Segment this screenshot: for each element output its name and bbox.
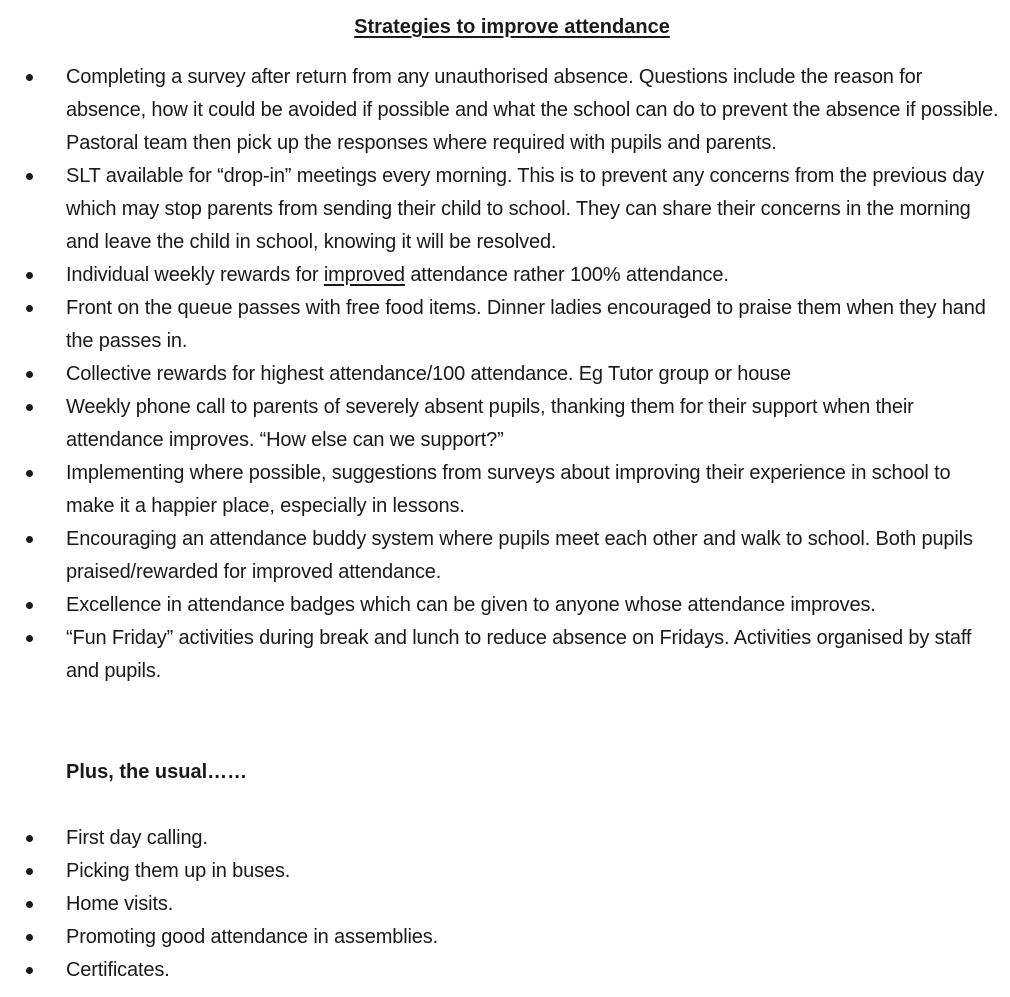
usual-strategies-list — [0, 822, 1010, 987]
list-item-text: Collective rewards for highest attendance/100 attendance. Eg Tutor group or house — [66, 363, 791, 385]
list-item — [0, 622, 1010, 688]
list-item — [0, 259, 1010, 292]
bullet-icon — [26, 622, 38, 642]
list-item — [0, 61, 1010, 160]
bullet-icon — [26, 855, 38, 875]
list-item-text: Home visits. — [66, 893, 174, 915]
bullet-icon — [26, 523, 38, 543]
list-item — [0, 523, 1010, 589]
document-title: Strategies to improve attendance — [354, 16, 670, 38]
list-item-text-start: Individual weekly rewards for — [66, 264, 324, 286]
list-item-text: Weekly phone call to parents of severely absent pupils, thanking them for their support when their attendance improves. “How else can we support?” — [66, 396, 914, 451]
bullet-icon — [26, 589, 38, 609]
bullet-icon — [26, 888, 38, 908]
list-item-text: Picking them up in buses. — [66, 860, 291, 882]
list-item — [0, 855, 1010, 888]
list-item — [0, 160, 1010, 259]
bullet-icon — [26, 954, 38, 974]
list-item — [0, 457, 1010, 523]
bullet-icon — [26, 391, 38, 411]
bullet-icon — [26, 921, 38, 941]
bullet-icon — [26, 822, 38, 842]
list-item-text-end: attendance rather 100% attendance. — [404, 264, 729, 286]
list-item-text: Promoting good attendance in assemblies. — [66, 926, 439, 948]
list-item — [0, 954, 1010, 987]
bullet-icon — [26, 457, 38, 477]
bullet-icon — [26, 292, 38, 312]
list-item — [0, 888, 1010, 921]
list-item-text: Excellence in attendance badges which can be given to anyone whose attendance improves. — [66, 594, 876, 616]
list-item-text: SLT available for “drop-in” meetings every morning. This is to prevent any concerns from the previous day which may stop parents from sending their child to school. They can share their concerns in the morning and leave the child in school, knowing it will be resolved. — [66, 165, 985, 253]
list-item — [0, 391, 1010, 457]
list-item-text: Front on the queue passes with free food items. Dinner ladies encouraged to praise them when they hand the passes in. — [66, 297, 986, 352]
bullet-icon — [26, 358, 38, 378]
bullet-icon — [26, 160, 38, 180]
list-item-text: Completing a survey after return from any unauthorised absence. Questions include the reason for absence, how it could be avoided if possible and what the school can do to prevent the absence if possible. Pastoral team then pick up the responses where required with pupils and parents. — [66, 66, 999, 154]
list-item-text: “Fun Friday” activities during break and lunch to reduce absence on Fridays. Activities organised by staff and pupils. — [66, 627, 972, 682]
bullet-icon — [26, 61, 38, 81]
bullet-icon — [26, 259, 38, 279]
list-item — [0, 358, 1010, 391]
list-item — [0, 822, 1010, 855]
list-item-text: Encouraging an attendance buddy system where pupils meet each other and walk to school. Both pupils praised/rewarded for improved attendance. — [66, 528, 973, 583]
list-item-text: First day calling. — [66, 827, 208, 849]
list-item-text: Certificates. — [66, 959, 170, 981]
list-item — [0, 589, 1010, 622]
list-item-text: Implementing where possible, suggestions from surveys about improving their experience in school to make it a happier place, especially in lessons. — [66, 462, 951, 517]
list-item — [0, 921, 1010, 954]
plus-heading: Plus, the usual…… — [66, 761, 248, 783]
list-item — [0, 292, 1010, 358]
underlined-word: improved — [323, 264, 405, 286]
strategies-list — [0, 61, 1010, 688]
